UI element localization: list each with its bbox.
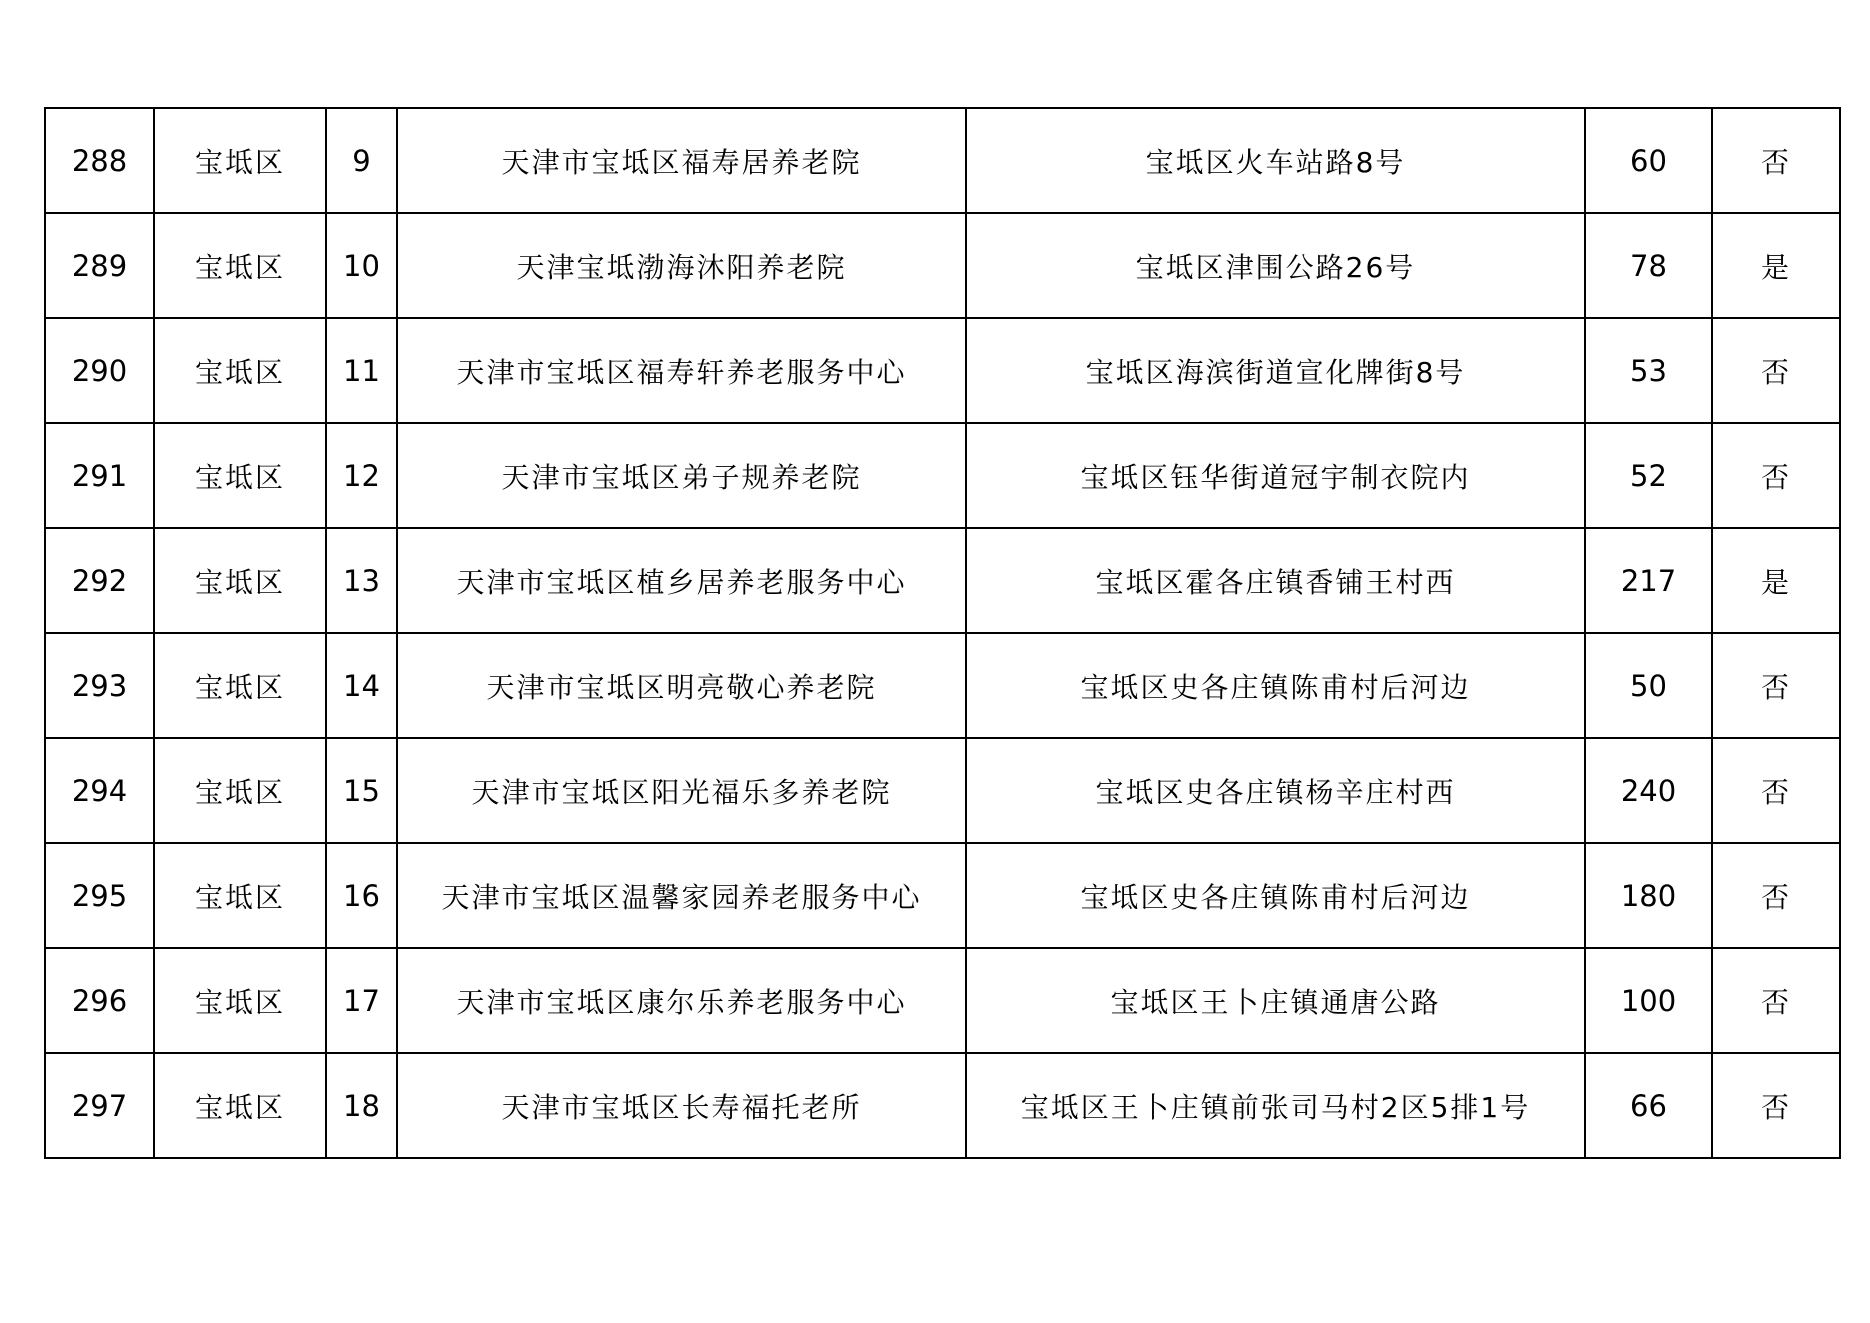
yes-no-cell: 否: [1712, 1053, 1840, 1158]
address-cell: 宝坻区津围公路26号: [966, 213, 1585, 318]
facility-name-cell: 天津宝坻渤海沐阳养老院: [397, 213, 966, 318]
row-number-cell: 289: [45, 213, 154, 318]
table-row: [45, 948, 1840, 1053]
bed-count-cell: 52: [1585, 423, 1712, 528]
bed-count-cell: 240: [1585, 738, 1712, 843]
row-number-cell: 291: [45, 423, 154, 528]
yes-no-cell: 否: [1712, 633, 1840, 738]
bed-count-cell: 53: [1585, 318, 1712, 423]
row-number-cell: 290: [45, 318, 154, 423]
address-cell: 宝坻区史各庄镇陈甫村后河边: [966, 633, 1585, 738]
table-row: [45, 108, 1840, 213]
address-cell: 宝坻区钰华街道冠宇制衣院内: [966, 423, 1585, 528]
facility-name-cell: 天津市宝坻区福寿居养老院: [397, 108, 966, 213]
sequence-cell: 9: [326, 108, 397, 213]
row-number-cell: 297: [45, 1053, 154, 1158]
table-row: [45, 528, 1840, 633]
sequence-cell: 11: [326, 318, 397, 423]
yes-no-cell: 否: [1712, 948, 1840, 1053]
facility-name-cell: 天津市宝坻区阳光福乐多养老院: [397, 738, 966, 843]
yes-no-cell: 否: [1712, 738, 1840, 843]
facility-name-cell: 天津市宝坻区长寿福托老所: [397, 1053, 966, 1158]
bed-count-cell: 50: [1585, 633, 1712, 738]
sequence-cell: 16: [326, 843, 397, 948]
table-row: [45, 1053, 1840, 1158]
row-number-cell: 296: [45, 948, 154, 1053]
address-cell: 宝坻区霍各庄镇香铺王村西: [966, 528, 1585, 633]
table-row: [45, 633, 1840, 738]
table-row: [45, 423, 1840, 528]
facility-name-cell: 天津市宝坻区植乡居养老服务中心: [397, 528, 966, 633]
row-number-cell: 288: [45, 108, 154, 213]
district-cell: 宝坻区: [154, 948, 326, 1053]
table-row: [45, 738, 1840, 843]
sequence-cell: 12: [326, 423, 397, 528]
yes-no-cell: 否: [1712, 423, 1840, 528]
district-cell: 宝坻区: [154, 528, 326, 633]
table-row: [45, 843, 1840, 948]
address-cell: 宝坻区王卜庄镇前张司马村2区5排1号: [966, 1053, 1585, 1158]
sequence-cell: 17: [326, 948, 397, 1053]
facility-name-cell: 天津市宝坻区康尔乐养老服务中心: [397, 948, 966, 1053]
district-cell: 宝坻区: [154, 108, 326, 213]
bed-count-cell: 217: [1585, 528, 1712, 633]
bed-count-cell: 66: [1585, 1053, 1712, 1158]
sequence-cell: 14: [326, 633, 397, 738]
district-cell: 宝坻区: [154, 213, 326, 318]
table-body: [45, 108, 1840, 1158]
district-cell: 宝坻区: [154, 423, 326, 528]
sequence-cell: 18: [326, 1053, 397, 1158]
table-row: [45, 213, 1840, 318]
yes-no-cell: 否: [1712, 318, 1840, 423]
elderly-care-facility-table: [44, 107, 1841, 1159]
bed-count-cell: 60: [1585, 108, 1712, 213]
sequence-cell: 13: [326, 528, 397, 633]
district-cell: 宝坻区: [154, 738, 326, 843]
address-cell: 宝坻区海滨街道宣化牌街8号: [966, 318, 1585, 423]
address-cell: 宝坻区火车站路8号: [966, 108, 1585, 213]
bed-count-cell: 180: [1585, 843, 1712, 948]
yes-no-cell: 是: [1712, 213, 1840, 318]
district-cell: 宝坻区: [154, 1053, 326, 1158]
bed-count-cell: 78: [1585, 213, 1712, 318]
facility-name-cell: 天津市宝坻区温馨家园养老服务中心: [397, 843, 966, 948]
row-number-cell: 295: [45, 843, 154, 948]
table-row: [45, 318, 1840, 423]
yes-no-cell: 是: [1712, 528, 1840, 633]
row-number-cell: 292: [45, 528, 154, 633]
district-cell: 宝坻区: [154, 318, 326, 423]
yes-no-cell: 否: [1712, 108, 1840, 213]
sequence-cell: 10: [326, 213, 397, 318]
bed-count-cell: 100: [1585, 948, 1712, 1053]
district-cell: 宝坻区: [154, 843, 326, 948]
row-number-cell: 294: [45, 738, 154, 843]
yes-no-cell: 否: [1712, 843, 1840, 948]
sequence-cell: 15: [326, 738, 397, 843]
facility-name-cell: 天津市宝坻区福寿轩养老服务中心: [397, 318, 966, 423]
row-number-cell: 293: [45, 633, 154, 738]
facility-name-cell: 天津市宝坻区弟子规养老院: [397, 423, 966, 528]
address-cell: 宝坻区史各庄镇陈甫村后河边: [966, 843, 1585, 948]
address-cell: 宝坻区史各庄镇杨辛庄村西: [966, 738, 1585, 843]
facility-name-cell: 天津市宝坻区明亮敬心养老院: [397, 633, 966, 738]
district-cell: 宝坻区: [154, 633, 326, 738]
address-cell: 宝坻区王卜庄镇通唐公路: [966, 948, 1585, 1053]
